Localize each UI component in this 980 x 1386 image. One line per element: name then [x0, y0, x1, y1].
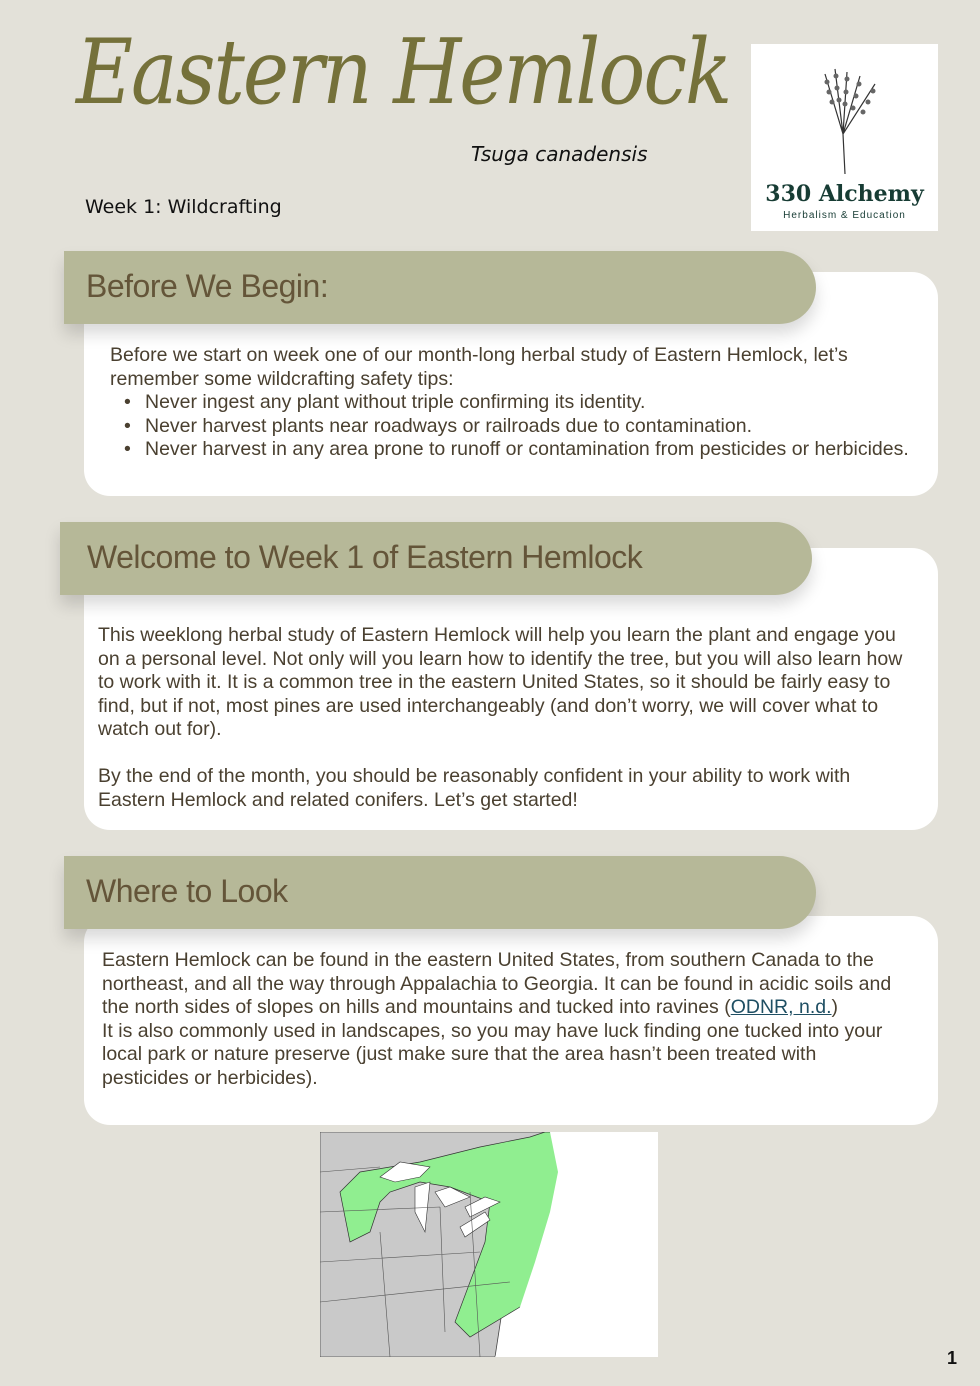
section-heading: Where to Look — [64, 856, 816, 929]
week-label: Week 1: Wildcrafting — [85, 196, 282, 218]
section-heading: Before We Begin: — [64, 251, 816, 324]
page-number: 1 — [947, 1348, 958, 1368]
list-item: • Never ingest any plant without triple confirming its identity. — [124, 391, 915, 415]
paragraph: It is also commonly used in landscapes, so you may have luck finding one tucked into your local park or nature preserve (just make sure that the area hasn’t been treated with pesticides or herbicides). — [102, 1019, 883, 1089]
section-body — [110, 344, 915, 462]
list-item: • Never harvest in any area prone to runoff or contamination from pesticides or herbicides. — [124, 438, 915, 462]
section-body — [102, 949, 907, 1090]
range-map — [320, 1132, 658, 1357]
list-item: • Never harvest plants near roadways or railroads due to contamination. — [124, 415, 915, 439]
section-body — [98, 624, 908, 812]
lavender-icon — [805, 64, 885, 176]
latin-name: Tsuga canadensis — [471, 142, 648, 166]
odnr-citation-link[interactable]: ODNR, n.d. — [730, 996, 832, 1018]
paragraph: Eastern Hemlock can be found in the eastern United States, from southern Canada to the northeast, and all the way through Appalachia to Georgia. It can be found in acidic soils and the north sides of slopes on hills and mountains and tucked into ravines (ODNR, n.d.) — [102, 949, 892, 1018]
page-title: Eastern Hemlock — [76, 21, 731, 125]
safety-tips-list — [124, 391, 915, 462]
logo-tagline: Herbalism & Education — [783, 210, 906, 221]
paragraph: By the end of the month, you should be reasonably confident in your ability to work with Eastern Hemlock and related conifers. Let’s get started! — [98, 765, 851, 811]
logo-name: 330 Alchemy — [765, 181, 924, 207]
section-heading: Welcome to Week 1 of Eastern Hemlock — [60, 522, 812, 595]
intro-text: Before we start on week one of our month-long herbal study of Eastern Hemlock, let’s remember some wildcrafting safety tips: — [110, 344, 848, 390]
logo — [751, 44, 938, 231]
paragraph: This weeklong herbal study of Eastern Hemlock will help you learn the plant and engage you on a personal level. Not only will you learn how to identify the tree, but you will also learn how to work with it. It is a common tree in the eastern United States, so it should be fairly easy to find, but if not, most pines are used interchangeably (and don’t worry, we will cover what to watch out for). — [98, 624, 903, 740]
